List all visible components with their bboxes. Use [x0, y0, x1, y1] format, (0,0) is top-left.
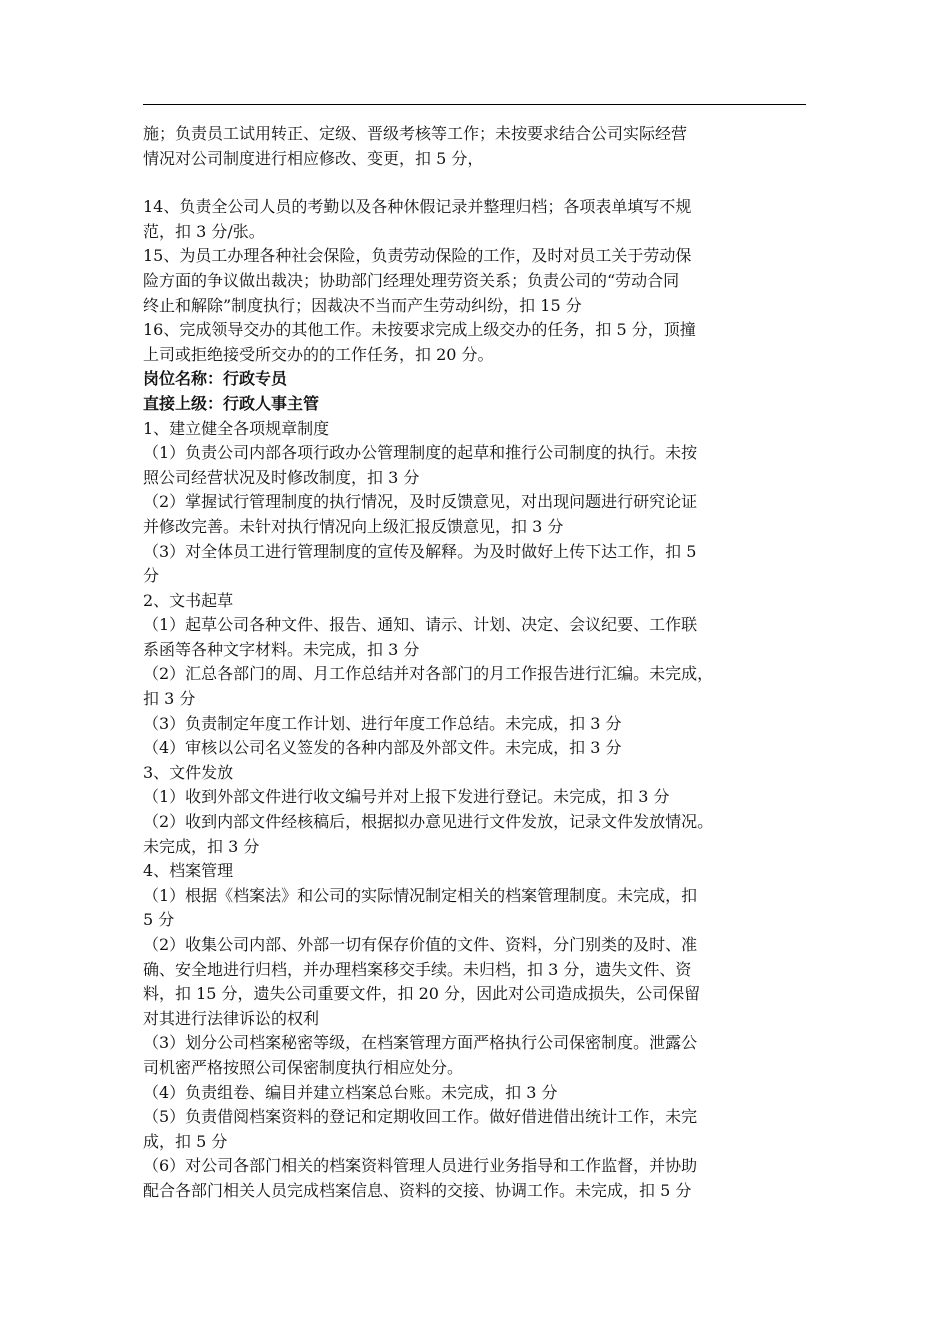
- text-line: 施；负责员工试用转正、定级、晋级考核等工作；未按要求结合公司实际经营: [143, 124, 688, 143]
- text-line: 上司或拒绝接受所交办的的工作任务，扣 20 分。: [143, 344, 494, 364]
- text-line: （1）收到外部文件进行收文编号并对上报下发进行登记。未完成，扣 3 分: [143, 787, 670, 807]
- text-line: 未完成，扣 3 分: [143, 836, 260, 856]
- position-title: 岗位名称：行政专员: [143, 369, 288, 389]
- text-line: （1）起草公司各种文件、报告、通知、请示、计划、决定、会议纪要、工作联: [143, 615, 698, 635]
- text-line: （2）收集公司内部、外部一切有保存价值的文件、资料，分门别类的及时、准: [143, 935, 698, 954]
- text-line: （6）对公司各部门相关的档案资料管理人员进行业务指导和工作监督，并协助: [143, 1156, 698, 1176]
- text-line: （3）负责制定年度工作计划、进行年度工作总结。未完成，扣 3 分: [143, 713, 622, 733]
- text-line: 险方面的争议做出裁决；协助部门经理处理劳资关系；负责公司的“劳动合同: [143, 270, 680, 290]
- section-heading: 3、文件发放: [143, 762, 234, 782]
- section-heading: 4、档案管理: [143, 861, 234, 881]
- text-line: （4）负责组卷、编目并建立档案总台账。未完成，扣 3 分: [143, 1082, 558, 1102]
- document-body: [143, 122, 823, 1204]
- text-line: （1）负责公司内部各项行政办公管理制度的起草和推行公司制度的执行。未按: [143, 443, 698, 463]
- text-line: 系函等各种文字材料。未完成，扣 3 分: [143, 639, 420, 659]
- text-line: 16、完成领导交办的其他工作。未按要求完成上级交办的任务，扣 5 分，顶撞: [143, 320, 696, 340]
- section-heading: 2、文书起草: [143, 590, 234, 610]
- paragraph-gap: [143, 171, 823, 195]
- text-line: 情况对公司制度进行相应修改、变更，扣 5 分，: [143, 148, 484, 168]
- text-line: 并修改完善。未针对执行情况向上级汇报反馈意见，扣 3 分: [143, 516, 564, 536]
- text-line: 范，扣 3 分/张。: [143, 221, 265, 241]
- text-line: （2）汇总各部门的周、月工作总结并对各部门的月工作报告进行汇编。未完成，: [143, 664, 714, 684]
- text-line: 15、为员工办理各种社会保险，负责劳动保险的工作，及时对员工关于劳动保: [143, 246, 692, 266]
- text-line: （3）划分公司档案秘密等级，在档案管理方面严格执行公司保密制度。泄露公: [143, 1033, 698, 1053]
- header-rule: [143, 104, 806, 105]
- text-line: 配合各部门相关人员完成档案信息、资料的交接、协调工作。未完成，扣 5 分: [143, 1180, 692, 1200]
- section-heading: 1、建立健全各项规章制度: [143, 418, 330, 438]
- text-line: （1）根据《档案法》和公司的实际情况制定相关的档案管理制度。未完成，扣: [143, 885, 698, 905]
- text-line: （2）收到内部文件经核稿后，根据拟办意见进行文件发放，记录文件发放情况。: [143, 812, 714, 832]
- text-line: 对其进行法律诉讼的权利: [143, 1008, 320, 1028]
- direct-superior: 直接上级：行政人事主管: [143, 393, 320, 413]
- text-line: 扣 3 分: [143, 689, 196, 709]
- text-line: （3）对全体员工进行管理制度的宣传及解释。为及时做好上传下达工作，扣 5: [143, 541, 697, 561]
- text-line: （4）审核以公司名义签发的各种内部及外部文件。未完成，扣 3 分: [143, 738, 622, 758]
- text-line: 终止和解除”制度执行；因裁决不当而产生劳动纠纷，扣 15 分: [143, 295, 582, 315]
- text-line: 确、安全地进行归档，并办理档案移交手续。未归档，扣 3 分，遗失文件、资: [143, 959, 692, 979]
- text-line: 料，扣 15 分，遗失公司重要文件，扣 20 分，因此对公司造成损失，公司保留: [143, 984, 701, 1004]
- text-line: 成，扣 5 分: [143, 1131, 228, 1151]
- text-line: 分: [143, 566, 160, 586]
- text-line: 14、负责全公司人员的考勤以及各种休假记录并整理归档；各项表单填写不规: [143, 197, 692, 217]
- text-line: 司机密严格按照公司保密制度执行相应处分。: [143, 1057, 464, 1077]
- text-line: （5）负责借阅档案资料的登记和定期收回工作。做好借进借出统计工作，未完: [143, 1107, 698, 1127]
- text-line: 照公司经营状况及时修改制度，扣 3 分: [143, 467, 420, 487]
- text-line: （2）掌握试行管理制度的执行情况，及时反馈意见，对出现问题进行研究论证: [143, 492, 698, 512]
- text-line: 5 分: [143, 910, 175, 930]
